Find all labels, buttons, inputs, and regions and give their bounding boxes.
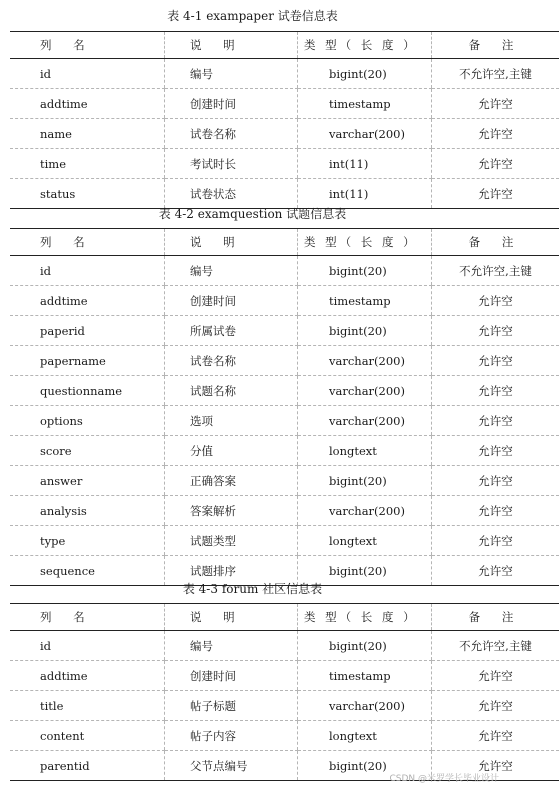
cell-type: longtext xyxy=(298,721,432,751)
cell-column-name: answer xyxy=(10,466,165,496)
cell-description: 创建时间 xyxy=(165,661,298,691)
cell-description: 试题类型 xyxy=(165,526,298,556)
table-row xyxy=(10,526,559,556)
cell-remarks: 允许空 xyxy=(432,556,559,586)
cell-type: bigint(20) xyxy=(298,466,432,496)
header-type: 类 型（ 长 度 ） xyxy=(298,229,432,256)
header-type: 类 型（ 长 度 ） xyxy=(298,604,432,631)
cell-type: int(11) xyxy=(298,149,432,179)
header-remarks: 备 注 xyxy=(432,604,559,631)
cell-remarks: 不允许空,主键 xyxy=(432,256,559,286)
cell-remarks: 允许空 xyxy=(432,751,559,781)
cell-type: varchar(200) xyxy=(298,496,432,526)
table-row xyxy=(10,316,559,346)
cell-column-name: papername xyxy=(10,346,165,376)
cell-description: 分值 xyxy=(165,436,298,466)
cell-description: 答案解析 xyxy=(165,496,298,526)
cell-type: bigint(20) xyxy=(298,556,432,586)
cell-type: varchar(200) xyxy=(298,346,432,376)
cell-description: 编号 xyxy=(165,59,298,89)
cell-description: 所属试卷 xyxy=(165,316,298,346)
table-row xyxy=(10,466,559,496)
cell-type: varchar(200) xyxy=(298,119,432,149)
cell-column-name: time xyxy=(10,149,165,179)
watermark: CSDN @米罗学长毕业设计 xyxy=(389,774,499,784)
cell-type: bigint(20) xyxy=(298,631,432,661)
cell-remarks: 允许空 xyxy=(432,496,559,526)
cell-description: 帖子内容 xyxy=(165,721,298,751)
header-description: 说 明 xyxy=(165,229,298,256)
cell-description: 帖子标题 xyxy=(165,691,298,721)
table-row xyxy=(10,436,559,466)
table-header-row xyxy=(10,604,559,631)
cell-remarks: 允许空 xyxy=(432,119,559,149)
cell-type: bigint(20) xyxy=(298,316,432,346)
schema-table xyxy=(10,228,559,586)
cell-column-name: addtime xyxy=(10,661,165,691)
cell-column-name: name xyxy=(10,119,165,149)
table-row xyxy=(10,149,559,179)
header-column-name: 列 名 xyxy=(10,229,165,256)
cell-remarks: 不允许空,主键 xyxy=(432,631,559,661)
table-row xyxy=(10,179,559,209)
cell-description: 创建时间 xyxy=(165,286,298,316)
cell-remarks: 允许空 xyxy=(432,721,559,751)
cell-column-name: analysis xyxy=(10,496,165,526)
cell-column-name: score xyxy=(10,436,165,466)
table-header-row xyxy=(10,32,559,59)
cell-column-name: status xyxy=(40,186,76,201)
cell-description: 试题排序 xyxy=(165,556,298,586)
cell-type: bigint(20) xyxy=(298,256,432,286)
table-row xyxy=(10,661,559,691)
header-description: 说 明 xyxy=(165,604,298,631)
cell-column-name: title xyxy=(10,691,165,721)
table-row xyxy=(10,496,559,526)
cell-description: 试卷名称 xyxy=(165,119,298,149)
cell-column-name: type xyxy=(10,526,165,556)
header-remarks: 备 注 xyxy=(432,229,559,256)
cell-column-name: id xyxy=(10,256,165,286)
cell-remarks: 允许空 xyxy=(432,89,559,119)
cell-type: longtext xyxy=(298,526,432,556)
cell-column-name: addtime xyxy=(10,89,165,119)
table-row xyxy=(10,691,559,721)
cell-column-name: options xyxy=(10,406,165,436)
table-row xyxy=(10,119,559,149)
cell-type: longtext xyxy=(298,436,432,466)
cell-remarks: 允许空 xyxy=(432,661,559,691)
cell-remarks: 允许空 xyxy=(432,466,559,496)
schema-table xyxy=(10,603,559,781)
cell-remarks: 不允许空,主键 xyxy=(432,59,559,89)
cell-description: 正确答案 xyxy=(165,466,298,496)
cell-remarks: 允许空 xyxy=(432,526,559,556)
cell-column-name: paperid xyxy=(10,316,165,346)
cell-remarks: 允许空 xyxy=(432,346,559,376)
header-description: 说 明 xyxy=(165,32,298,59)
cell-description: 考试时长 xyxy=(165,149,298,179)
cell-description: 试卷名称 xyxy=(165,346,298,376)
cell-column-name: content xyxy=(10,721,165,751)
cell-column-name: id xyxy=(10,59,165,89)
table-row xyxy=(10,59,559,89)
cell-remarks: 允许空 xyxy=(432,316,559,346)
table-row xyxy=(10,631,559,661)
table-header-row xyxy=(10,229,559,256)
cell-type: bigint(20) xyxy=(298,751,432,781)
cell-column-name: id xyxy=(10,631,165,661)
cell-type: bigint(20) xyxy=(298,59,432,89)
cell-type: varchar(200) xyxy=(298,376,432,406)
cell-type: timestamp xyxy=(298,661,432,691)
cell-type: varchar(200) xyxy=(298,691,432,721)
cell-type: int(11) xyxy=(298,179,432,209)
cell-description: 试卷状态 xyxy=(165,179,298,209)
cell-remarks: 允许空 xyxy=(432,436,559,466)
table-row xyxy=(10,376,559,406)
cell-remarks: 允许空 xyxy=(432,149,559,179)
cell-description: 编号 xyxy=(165,631,298,661)
table-row xyxy=(10,286,559,316)
cell-type: varchar(200) xyxy=(298,406,432,436)
table-row xyxy=(10,256,559,286)
cell-column-name: questionname xyxy=(10,376,165,406)
cell-type: timestamp xyxy=(298,286,432,316)
header-column-name: 列 名 xyxy=(10,604,165,631)
cell-remarks: 允许空 xyxy=(432,691,559,721)
cell-remarks: 允许空 xyxy=(432,376,559,406)
header-remarks: 备 注 xyxy=(432,32,559,59)
table-caption: 表 4-2 examquestion 试题信息表 xyxy=(158,207,347,221)
table-caption: 表 4-1 exampaper 试卷信息表 xyxy=(167,9,338,23)
table-row xyxy=(10,89,559,119)
cell-remarks: 允许空 xyxy=(432,179,559,209)
header-type: 类 型（ 长 度 ） xyxy=(298,32,432,59)
cell-description: 试题名称 xyxy=(165,376,298,406)
table-row xyxy=(10,406,559,436)
cell-remarks: 允许空 xyxy=(432,286,559,316)
cell-description: 编号 xyxy=(165,256,298,286)
cell-description: 选项 xyxy=(165,406,298,436)
cell-type: timestamp xyxy=(298,89,432,119)
cell-description: 创建时间 xyxy=(165,89,298,119)
table-row xyxy=(10,346,559,376)
table-caption: 表 4-3 forum 社区信息表 xyxy=(182,582,323,596)
cell-description: 父节点编号 xyxy=(165,751,298,781)
cell-remarks: 允许空 xyxy=(432,406,559,436)
cell-column-name: parentid xyxy=(40,758,90,773)
cell-column-name: sequence xyxy=(40,563,95,578)
schema-table xyxy=(10,31,559,209)
cell-column-name: addtime xyxy=(10,286,165,316)
header-column-name: 列 名 xyxy=(10,32,165,59)
table-row xyxy=(10,721,559,751)
